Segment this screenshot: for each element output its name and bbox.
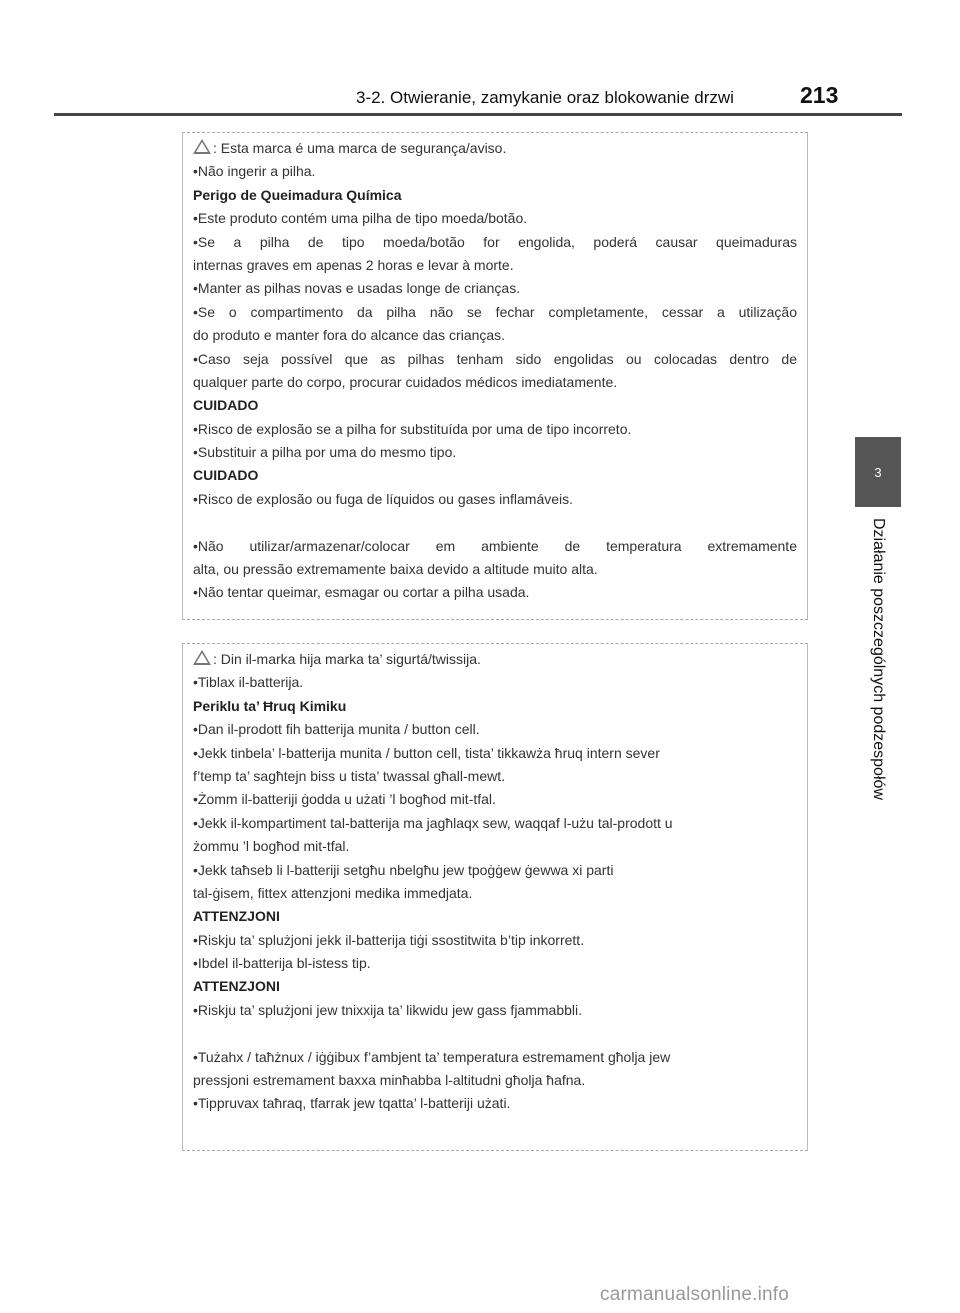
warning-triangle-icon bbox=[193, 650, 211, 665]
text-line: •Jekk il-kompartiment tal-batterija ma jagħlaqx sew, waqqaf l-użu tal-prodott u bbox=[193, 814, 673, 831]
watermark-text: carmanualsonline.info bbox=[600, 1284, 790, 1305]
text-line: •Risco de explosão se a pilha for substituída por uma de tipo incorreto. bbox=[193, 420, 632, 437]
text-line: żommu ’l bogħod mit-tfal. bbox=[193, 838, 350, 855]
blank-line bbox=[193, 511, 797, 534]
warning-triangle-icon bbox=[193, 139, 211, 154]
section-heading: Periklu ta’ Ħruq Kimiku bbox=[193, 697, 347, 714]
chapter-number: 3 bbox=[874, 464, 882, 480]
text-line: •Não ingerir a pilha. bbox=[193, 163, 316, 180]
section-heading: CUIDADO bbox=[193, 397, 259, 414]
text-line: •Este produto contém uma pilha de tipo moeda/botão. bbox=[193, 210, 528, 227]
text-line: •Não utilizar/armazenar/colocar em ambiente de temperatura extremamente bbox=[193, 537, 797, 554]
page-header bbox=[0, 78, 960, 118]
text-line: f’temp ta’ sagħtejn biss u tista’ twassal għall-mewt. bbox=[193, 767, 506, 784]
blank-line bbox=[193, 1022, 797, 1045]
text-line: •Jekk taħseb li l-batteriji setgħu nbelgħu jew tpoġġew ġewwa xi parti bbox=[193, 861, 614, 878]
section-title: 3-2. Otwieranie, zamykanie oraz blokowanie drzwi bbox=[356, 88, 734, 107]
text-line: •Riskju ta’ splużjoni jekk il-batterija tiġi ssostitwita b’tip inkorrett. bbox=[193, 931, 585, 948]
warning-box-maltese bbox=[182, 643, 808, 1151]
text-line: •Se a pilha de tipo moeda/botão for engolida, poderá causar queimaduras bbox=[193, 233, 797, 250]
text-line: internas graves em apenas 2 horas e levar à morte. bbox=[193, 256, 514, 273]
text-line: •Substituir a pilha por uma do mesmo tipo. bbox=[193, 444, 457, 461]
warning-mark-line bbox=[193, 137, 797, 160]
line-text: : Din il-marka hija marka ta’ sigurtá/twissija. bbox=[213, 651, 481, 667]
text-line: qualquer parte do corpo, procurar cuidados médicos imediatamente. bbox=[193, 373, 618, 390]
section-heading: ATTENZJONI bbox=[193, 908, 280, 925]
text-line: do produto e manter fora do alcance das crianças. bbox=[193, 327, 506, 344]
header-divider bbox=[54, 113, 902, 116]
text-line: •Riskju ta’ splużjoni jew tnixxija ta’ likwidu jew gass fjammabbli. bbox=[193, 1001, 583, 1018]
text-line: •Tużahx / taħżnux / iġġibux f’ambjent ta’ temperatura estremament għolja jew bbox=[193, 1048, 671, 1065]
text-line: •Manter as pilhas novas e usadas longe de crianças. bbox=[193, 280, 521, 297]
text-line: •Żomm il-batteriji ġodda u użati ’l bogħod mit-tfal. bbox=[193, 791, 496, 808]
text-line: •Se o compartimento da pilha não se fechar completamente, cessar a utilização bbox=[193, 303, 797, 320]
section-heading: CUIDADO bbox=[193, 467, 259, 484]
text-line: tal-ġisem, fittex attenzjoni medika immedjata. bbox=[193, 884, 473, 901]
chapter-label bbox=[870, 518, 898, 958]
warning-mark-line bbox=[193, 648, 797, 671]
section-heading: Perigo de Queimadura Química bbox=[193, 186, 402, 203]
text-line: •Dan il-prodott fih batterija munita / button cell. bbox=[193, 721, 480, 738]
chapter-label-text: Działanie poszczególnych podzespołów bbox=[870, 518, 887, 800]
text-line: •Não tentar queimar, esmagar ou cortar a pilha usada. bbox=[193, 584, 530, 601]
text-line: •Tippruvax taħraq, tfarrak jew tqatta’ l-batteriji użati. bbox=[193, 1095, 511, 1112]
text-line: •Caso seja possível que as pilhas tenham sido engolidas ou colocadas dentro de bbox=[193, 350, 797, 367]
text-line: •Tiblax il-batterija. bbox=[193, 674, 304, 691]
chapter-tab bbox=[855, 437, 901, 507]
text-line: •Jekk tinbela’ l-batterija munita / button cell, tista’ tikkawża ħruq intern sever bbox=[193, 744, 660, 761]
line-text: : Esta marca é uma marca de segurança/aviso. bbox=[213, 140, 507, 156]
text-line: alta, ou pressão extremamente baixa devido a altitude muito alta. bbox=[193, 561, 598, 578]
page-number: 213 bbox=[800, 82, 839, 108]
text-line: •Risco de explosão ou fuga de líquidos ou gases inflamáveis. bbox=[193, 490, 574, 507]
section-heading: ATTENZJONI bbox=[193, 978, 280, 995]
text-line: pressjoni estremament baxxa minħabba l-altitudni għolja ħafna. bbox=[193, 1072, 586, 1089]
text-line: •Ibdel il-batterija bl-istess tip. bbox=[193, 955, 371, 972]
warning-box-portuguese bbox=[182, 132, 808, 620]
